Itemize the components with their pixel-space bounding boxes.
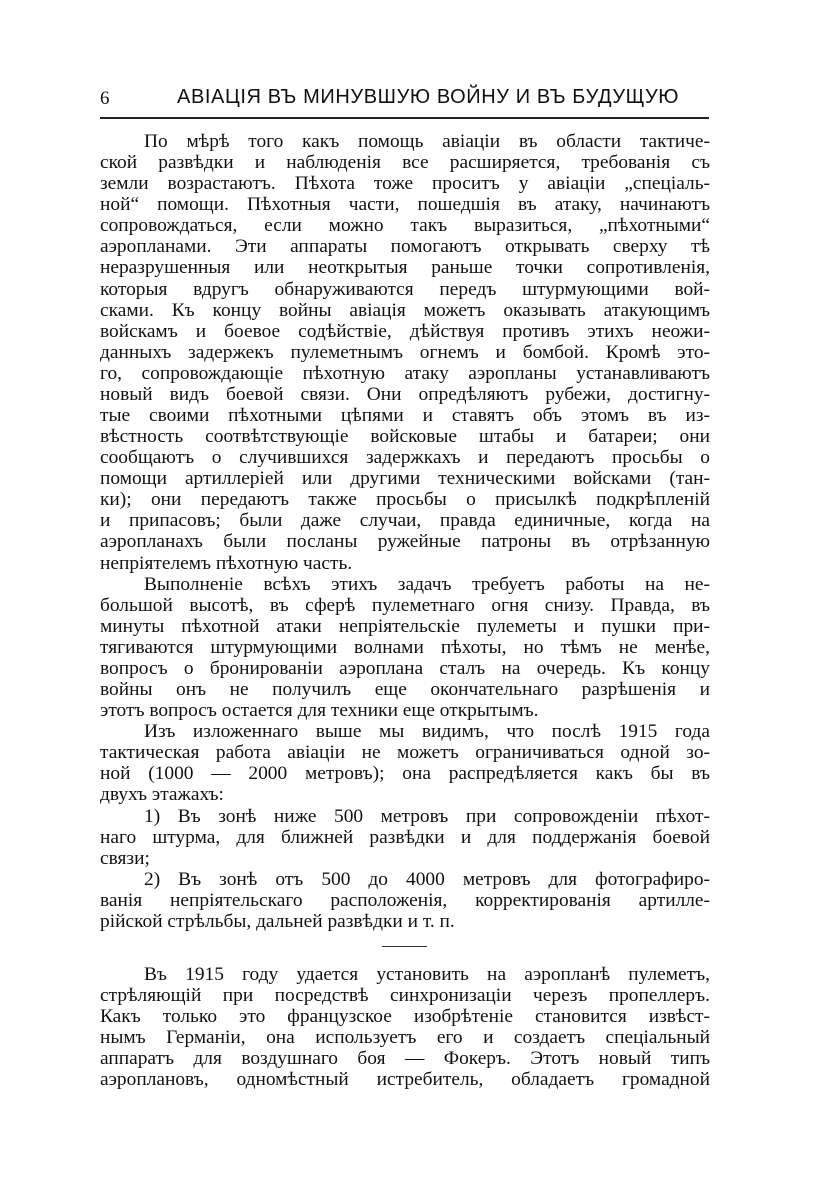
- text-line: Изъ изложеннаго выше мы видимъ, что послѣ 1915 года: [144, 721, 710, 743]
- text-line: наго штурма, для ближней развѣдки и для поддержанія боевой: [100, 826, 710, 848]
- text-line: Выполненіе всѣхъ этихъ задачъ требуетъ работы на не-: [144, 573, 710, 595]
- text-line: стрѣляющій при посредствѣ синхронизаціи черезъ пропеллеръ.: [100, 985, 710, 1007]
- paragraph-3: [100, 721, 710, 805]
- text-line: сками. Къ концу войны авіація можетъ оказывать атакующимъ: [100, 299, 710, 321]
- text-line: тягиваются штурмующими волнами пѣхоты, но тѣмъ не менѣе,: [100, 636, 710, 658]
- text-line: связи;: [100, 847, 150, 869]
- page-number: 6: [100, 88, 110, 109]
- text-line: аппаратъ для воздушнаго боя — Фокеръ. Этотъ новый типъ: [100, 1048, 710, 1070]
- paragraph-4: [100, 964, 710, 1090]
- section-separator: [382, 946, 427, 947]
- text-line: новый видъ боевой связи. Они опредѣляютъ рубежи, достигну-: [100, 383, 710, 405]
- header-rule: [100, 117, 709, 119]
- list-item-1: [100, 806, 710, 869]
- text-line: сообщаютъ о случившихся задержкахъ и передаютъ просьбы о: [100, 447, 710, 469]
- text-line: войскамъ и боевое содѣйствіе, дѣйствуя противъ этихъ неожи-: [100, 320, 710, 342]
- text-line: сопровождаться, если можно такъ выразиться, „пѣхотными“: [100, 215, 710, 237]
- text-line: данныхъ задержекъ пулеметнымъ огнемъ и бомбой. Кромѣ это-: [100, 341, 710, 363]
- text-line: тактическая работа авіаціи не можетъ ограничиваться одной зо-: [100, 742, 710, 764]
- text-line: неразрушенныя или неоткрытыя раньше точки сопротивленія,: [100, 257, 710, 279]
- text-line: и припасовъ; были даже случаи, правда единичные, когда на: [100, 510, 710, 532]
- list-item-2: [100, 869, 710, 932]
- text-line: 2) Въ зонѣ отъ 500 до 4000 метровъ для фотографиро-: [144, 868, 710, 890]
- text-line: аэропланахъ были посланы ружейные патроны въ отрѣзанную: [100, 531, 710, 553]
- text-line: ки); они передаютъ также просьбы о присылкѣ подкрѣпленій: [100, 489, 710, 511]
- text-line: 1) Въ зонѣ ниже 500 метровъ при сопровожденіи пѣхот-: [144, 805, 710, 827]
- text-line: тые своими пѣхотными цѣпями и ставятъ объ этомъ въ из-: [100, 405, 710, 427]
- text-line: Какъ только это французское изобрѣтеніе становится извѣст-: [100, 1006, 710, 1028]
- text-line: помощи артиллеріей или другими техническими войсками (тан-: [100, 468, 710, 490]
- text-line: которыя вдругъ обнаруживаются передъ штурмующими вой-: [100, 278, 710, 300]
- text-line: ной (1000 — 2000 метровъ); она распредѣляется какъ бы въ: [100, 763, 710, 785]
- paragraph-1: [100, 131, 710, 574]
- text-line: го, сопровождающіе пѣхотную атаку аэропланы устанавливаютъ: [100, 362, 710, 384]
- text-line: вопросъ о бронированіи аэроплана сталъ на очередь. Къ концу: [100, 657, 710, 679]
- text-line: земли возрастаютъ. Пѣхота тоже проситъ у авіаціи „спеціаль-: [100, 173, 710, 195]
- text-line: нымъ Германіи, она используетъ его и создаетъ спеціальный: [100, 1027, 710, 1049]
- text-line: аэроплановъ, одномѣстный истребитель, обладаетъ громадной: [100, 1069, 710, 1091]
- text-line: вѣстность соотвѣтствующіе войсковые штабы и батареи; они: [100, 426, 710, 448]
- text-line: двухъ этажахъ:: [100, 784, 224, 806]
- text-line: По мѣрѣ того какъ помощь авіаціи въ области тактиче-: [144, 131, 710, 152]
- text-line: ской развѣдки и наблюденія все расширяется, требованія съ: [100, 152, 710, 174]
- text-line: большой высотѣ, въ сферѣ пулеметнаго огня снизу. Правда, въ: [100, 594, 710, 616]
- page-header: [100, 86, 710, 112]
- text-line: Въ 1915 году удается установить на аэропланѣ пулеметъ,: [144, 964, 710, 985]
- text-line: ванія непріятельскаго расположенія, корректированія артилле-: [100, 889, 710, 911]
- running-title: АВІАЦІЯ ВЪ МИНУВШУЮ ВОЙНУ И ВЪ БУДУЩУЮ: [177, 86, 680, 108]
- text-line: непріятелемъ пѣхотную часть.: [100, 552, 353, 574]
- text-line: рійской стрѣльбы, дальней развѣдки и т. п.: [100, 910, 455, 932]
- paragraph-2: [100, 574, 710, 722]
- text-line: войны онъ не получилъ еще окончательнаго разрѣшенія и: [100, 679, 710, 701]
- text-line: минуты пѣхотной атаки непріятельскіе пулеметы и пушки при-: [100, 615, 710, 637]
- text-line: ной“ помощи. Пѣхотныя части, пошедшія въ атаку, начинаютъ: [100, 194, 710, 216]
- text-line: этотъ вопросъ остается для техники еще открытымъ.: [100, 700, 539, 722]
- text-line: аэропланами. Эти аппараты помогаютъ открывать сверху тѣ: [100, 236, 710, 258]
